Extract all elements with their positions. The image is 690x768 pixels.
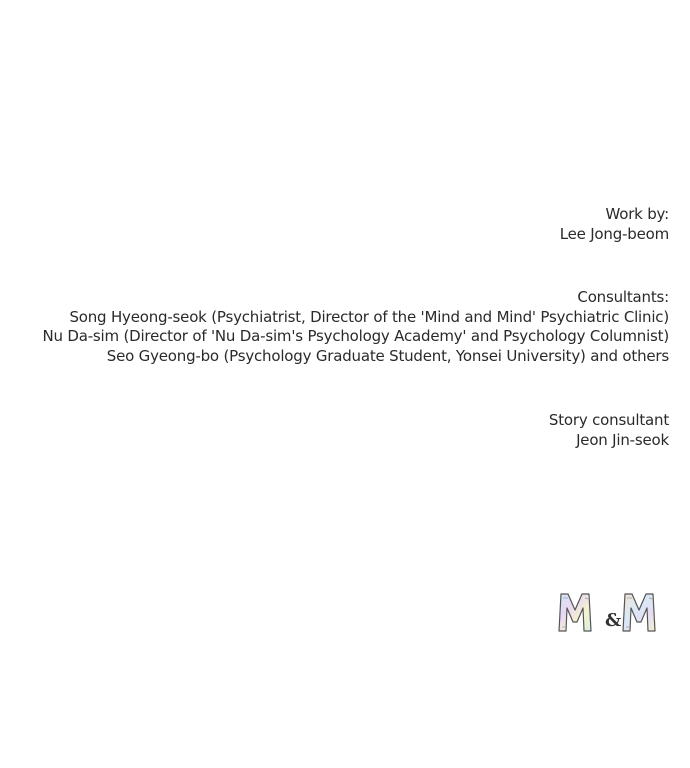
logo-letter-m-left <box>559 594 591 631</box>
work-by-heading: Work by: <box>605 205 669 223</box>
logo-letter-m-right <box>623 594 655 631</box>
author-name: Lee Jong-beom <box>559 224 669 243</box>
consultant-entry: Song Hyeong-seok (Psychiatrist, Director of the 'Mind and Mind' Psychiatric Clinic) <box>69 307 669 326</box>
logo-ampersand: & <box>605 610 622 631</box>
story-consultant-heading: Story consultant <box>548 411 669 429</box>
m-and-m-logo <box>556 590 668 634</box>
consultants-heading: Consultants: <box>577 288 669 306</box>
consultant-entry: Nu Da-sim (Director of 'Nu Da-sim's Psychology Academy' and Psychology Columnist) <box>42 327 669 345</box>
story-consultant-section <box>549 411 669 450</box>
consultant-entry: Seo Gyeong-bo (Psychology Graduate Student, Yonsei University) and others <box>106 346 669 365</box>
story-consultant-name: Jeon Jin-seok <box>576 430 669 449</box>
work-by-section <box>560 205 669 244</box>
consultants-section <box>42 288 669 366</box>
